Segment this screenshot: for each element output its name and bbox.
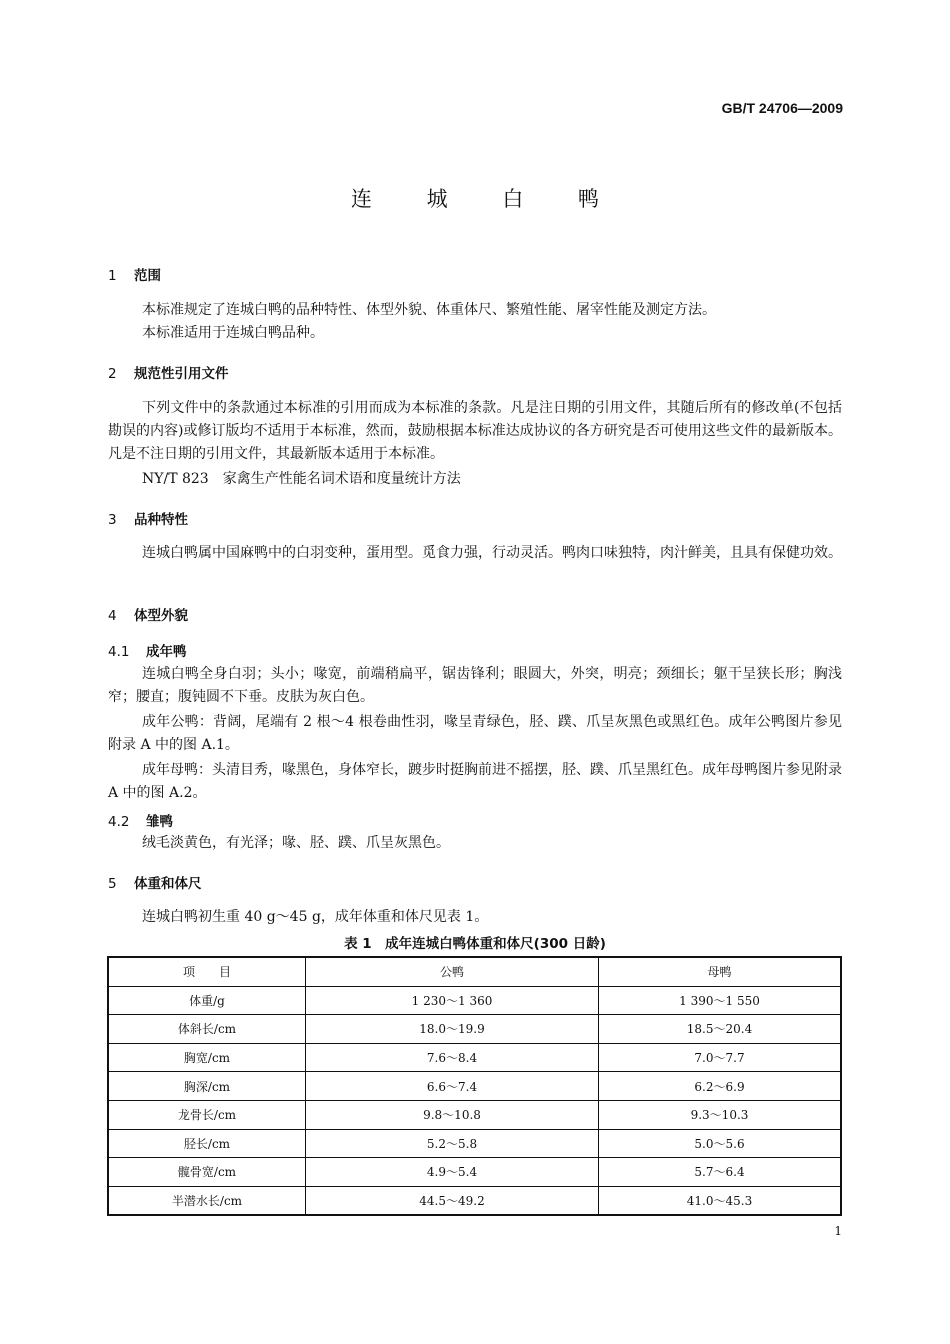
male-value: 4.9～5.4: [306, 1158, 599, 1187]
section-2-heading: [108, 362, 229, 382]
paragraph: 连城白鸭初生重 40 g～45 g，成年体重和体尺见表 1。: [142, 909, 489, 925]
section-title: 品种特性: [134, 512, 188, 528]
column-header-male: 公鸭: [306, 957, 599, 986]
row-label: 髋骨宽/cm: [108, 1158, 306, 1187]
female-value: 6.2～6.9: [599, 1072, 842, 1101]
row-label: 胸深/cm: [108, 1072, 306, 1101]
table-header-row: [108, 957, 841, 986]
section-title: 规范性引用文件: [134, 366, 229, 382]
male-value: 9.8～10.8: [306, 1100, 599, 1129]
paragraph: 下列文件中的条款通过本标准的引用而成为本标准的条款。凡是注日期的引用文件，其随后所有的修改单(不包括勘误的内容)或修订版均不适用于本标准，然而，鼓励根据本标准达成协议的各方研究是否可使用这些文件的最新版本。凡是不注日期的引用文件，其最新版本适用于本标准。: [108, 400, 842, 462]
section-number: 3: [108, 512, 117, 528]
section-number: 4: [108, 608, 117, 624]
female-value: 41.0～45.3: [599, 1186, 842, 1215]
table-row: [108, 1043, 841, 1072]
male-value: 5.2～5.8: [306, 1129, 599, 1158]
section-4-heading: [108, 604, 188, 624]
paragraph: 连城白鸭全身白羽；头小；喙宽，前端稍扁平，锯齿锋利；眼圆大，外突，明亮；颈细长；躯干呈狭长形；胸浅窄；腰直；腹钝圆不下垂。皮肤为灰白色。: [108, 666, 842, 705]
section-number: 4.1: [108, 644, 130, 660]
table-caption: 表 1 成年连城白鸭体重和体尺(300 日龄): [344, 936, 606, 952]
female-value: 18.5～20.4: [599, 1015, 842, 1044]
section-5-heading: [108, 872, 202, 892]
table-row: [108, 1100, 841, 1129]
section-number: 2: [108, 366, 117, 382]
row-label: 体斜长/cm: [108, 1015, 306, 1044]
female-value: 5.0～5.6: [599, 1129, 842, 1158]
normative-reference: NY/T 823 家禽生产性能名词术语和度量统计方法: [142, 471, 461, 487]
subsection-4-2-heading: [108, 810, 173, 830]
section-number: 5: [108, 876, 117, 892]
standard-code: GB/T 24706—2009: [721, 100, 843, 116]
section-3-heading: [108, 508, 188, 528]
female-value: 9.3～10.3: [599, 1100, 842, 1129]
paragraph: 本标准规定了连城白鸭的品种特性、体型外貌、体重体尺、繁殖性能、屠宰性能及测定方法。: [142, 302, 716, 318]
male-value: 1 230～1 360: [306, 986, 599, 1015]
section-title: 成年鸭: [146, 644, 187, 660]
body-measurement-table: [107, 956, 842, 1216]
paragraph: 本标准适用于连城白鸭品种。: [142, 325, 324, 341]
male-value: 7.6～8.4: [306, 1043, 599, 1072]
page-number: 1: [834, 1224, 842, 1238]
male-value: 18.0～19.9: [306, 1015, 599, 1044]
section-title: 范围: [134, 268, 161, 284]
row-label: 龙骨长/cm: [108, 1100, 306, 1129]
paragraph: 成年公鸭：背阔，尾端有 2 根～4 根卷曲性羽，喙呈青绿色，胫、蹼、爪呈灰黑色或黑红色。成年公鸭图片参见附录 A 中的图 A.1。: [108, 714, 842, 753]
section-title: 雏鸭: [146, 814, 173, 830]
section-1-heading: [108, 264, 161, 284]
table-row: [108, 1158, 841, 1187]
row-label: 胸宽/cm: [108, 1043, 306, 1072]
table-row: [108, 1072, 841, 1101]
section-number: 1: [108, 268, 117, 284]
row-label: 体重/g: [108, 986, 306, 1015]
male-value: 44.5～49.2: [306, 1186, 599, 1215]
section-title: 体重和体尺: [134, 876, 202, 892]
female-value: 7.0～7.7: [599, 1043, 842, 1072]
male-value: 6.6～7.4: [306, 1072, 599, 1101]
document-title: 连 城 白 鸭: [350, 187, 624, 211]
female-value: 5.7～6.4: [599, 1158, 842, 1187]
table-row: [108, 1129, 841, 1158]
paragraph: 绒毛淡黄色，有光泽；喙、胫、蹼、爪呈灰黑色。: [142, 835, 450, 851]
column-header-female: 母鸭: [599, 957, 842, 986]
column-header-item: 项 目: [108, 957, 306, 986]
subsection-4-1-heading: [108, 640, 187, 660]
table-row: [108, 1015, 841, 1044]
table-row: [108, 986, 841, 1015]
section-title: 体型外貌: [134, 608, 188, 624]
paragraph: 连城白鸭属中国麻鸭中的白羽变种，蛋用型。觅食力强，行动灵活。鸭肉口味独特，肉汁鲜美，且具有保健功效。: [142, 545, 842, 561]
section-number: 4.2: [108, 814, 130, 830]
table-row: [108, 1186, 841, 1215]
row-label: 胫长/cm: [108, 1129, 306, 1158]
paragraph: 成年母鸭：头清目秀，喙黑色，身体窄长，踱步时挺胸前进不摇摆，胫、蹼、爪呈黑红色。成年母鸭图片参见附录 A 中的图 A.2。: [108, 762, 842, 801]
female-value: 1 390～1 550: [599, 986, 842, 1015]
row-label: 半潜水长/cm: [108, 1186, 306, 1215]
